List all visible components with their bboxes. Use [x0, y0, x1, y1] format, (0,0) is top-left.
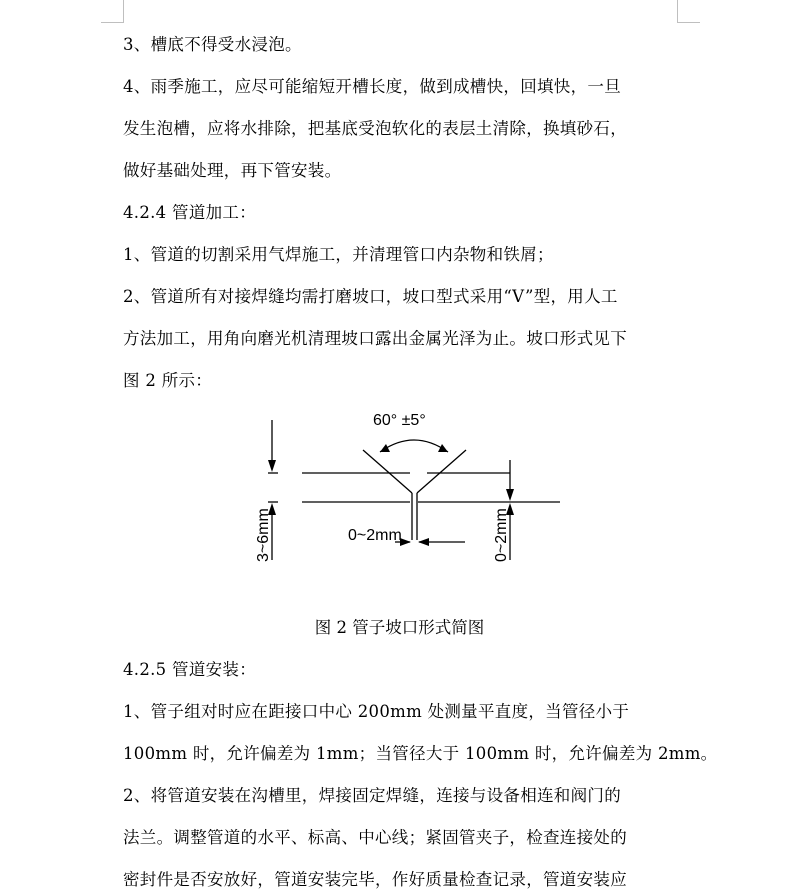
- angle-label: 60° ±5°: [373, 412, 426, 429]
- paragraph-line: 2、将管道安装在沟槽里，焊接固定焊缝，连接与设备相连和阀门的: [123, 786, 621, 805]
- paragraph-line: 1、管子组对时应在距接口中心 200mm 处测量平直度，当管径小于: [123, 702, 630, 721]
- bevel-diagram: [240, 400, 570, 590]
- section-heading: 4.2.5 管道安装：: [123, 660, 257, 679]
- paragraph-line: 做好基础处理，再下管安装。: [123, 161, 342, 180]
- paragraph-line: 2、管道所有对接焊缝均需打磨坡口，坡口型式采用“V”型，用人工: [123, 287, 618, 306]
- paragraph-line: 4、雨季施工，应尽可能缩短开槽长度，做到成槽快，回填快，一旦: [123, 77, 621, 96]
- section-heading: 4.2.4 管道加工：: [123, 203, 257, 222]
- angle-arc: [380, 440, 448, 452]
- left-dim-label: 3~6mm: [255, 508, 272, 562]
- bevel-left-face: [363, 450, 412, 493]
- paragraph-line: 方法加工，用角向磨光机清理坡口露出金属光泽为止。坡口形式见下: [123, 329, 627, 348]
- gap-label: 0~2mm: [348, 527, 402, 544]
- paragraph-line: 法兰。调整管道的水平、标高、中心线；紧固管夹子，检查连接处的: [123, 828, 627, 847]
- page-corner-mark-left: [101, 0, 124, 23]
- paragraph-line: 3、槽底不得受水浸泡。: [123, 35, 302, 54]
- figure-caption: 图 2 管子坡口形式简图: [314, 618, 485, 637]
- right-dim-label: 0~2mm: [493, 508, 510, 562]
- paragraph-line: 图 2 所示：: [123, 371, 213, 390]
- paragraph-line: 1、管道的切割采用气焊施工，并清理管口内杂物和铁屑；: [123, 245, 554, 264]
- paragraph-line: 密封件是否安放好，管道安装完毕，作好质量检查记录，管道安装应: [123, 870, 627, 889]
- page-corner-mark-right: [677, 0, 700, 23]
- paragraph-line: 100mm 时，允许偏差为 1mm；当管径大于 100mm 时，允许偏差为 2mm。: [123, 744, 718, 763]
- bevel-right-face: [417, 450, 466, 493]
- paragraph-line: 发生泡槽，应将水排除，把基底受泡软化的表层土清除，换填砂石，: [123, 119, 627, 138]
